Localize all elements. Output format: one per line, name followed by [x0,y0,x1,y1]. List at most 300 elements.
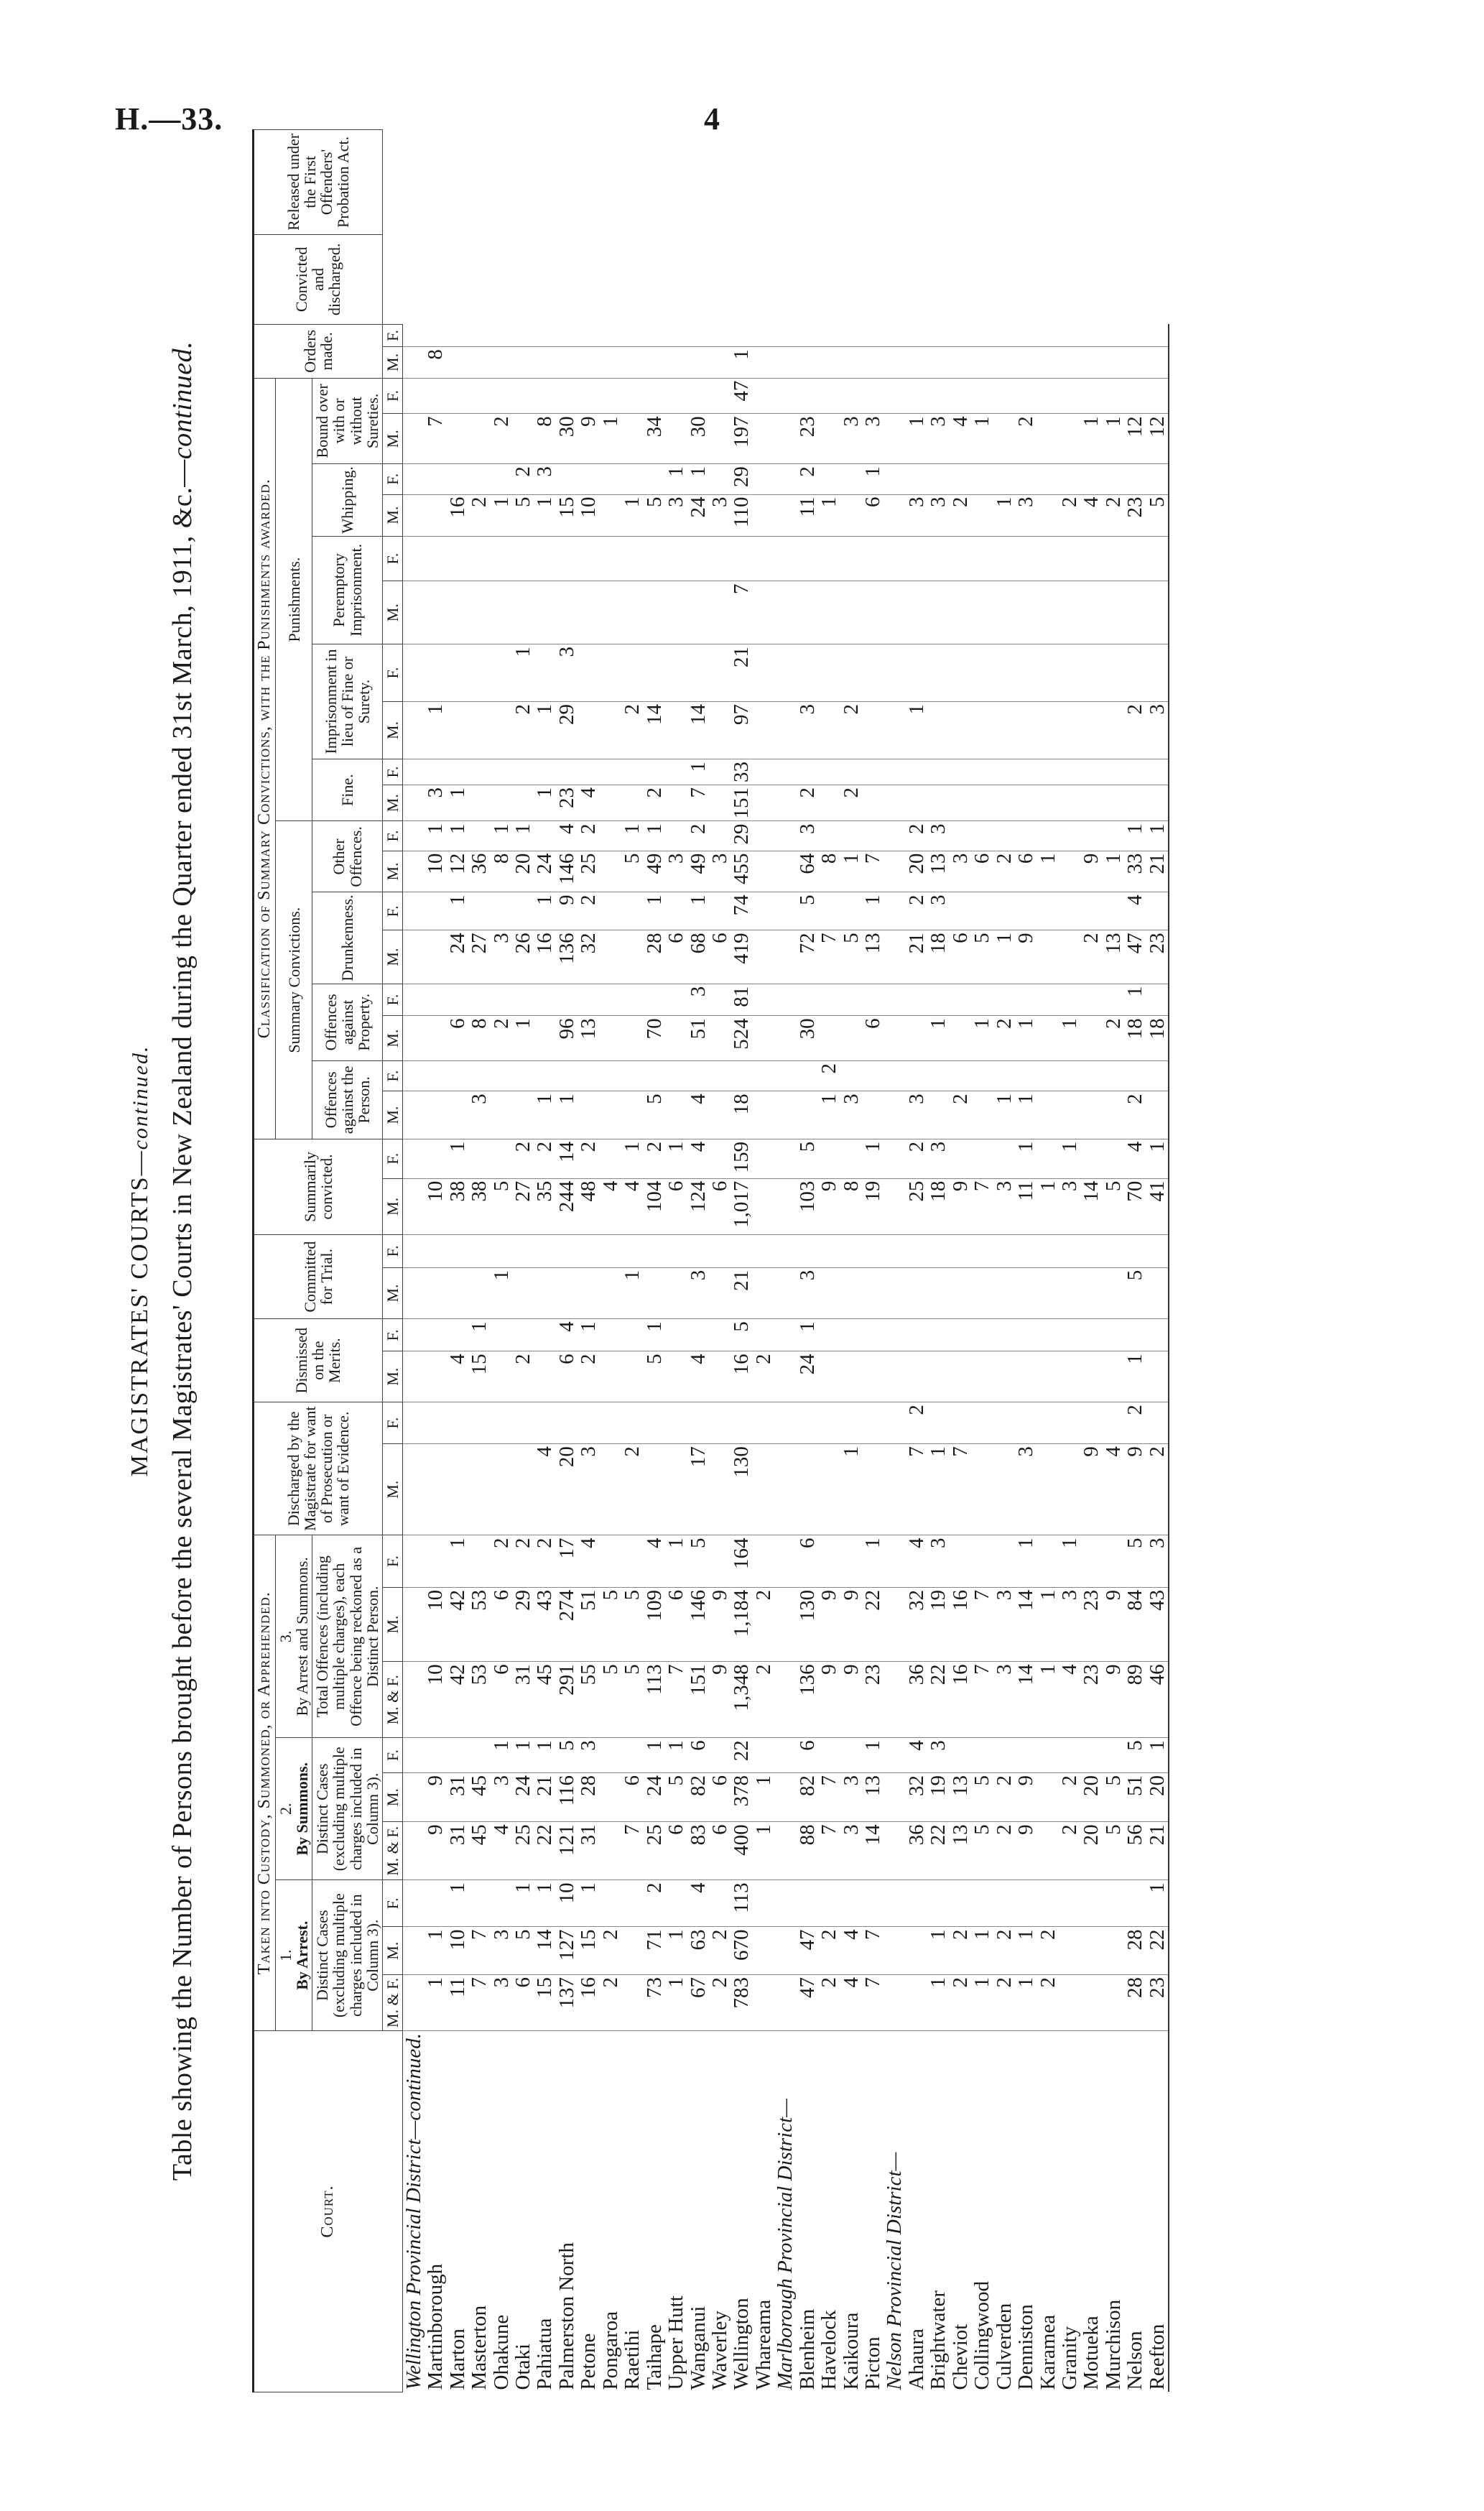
empty-cell [402,759,425,785]
table-cell [621,1235,643,1268]
table-cell [950,1738,971,1773]
table-cell: 1 [556,1091,578,1139]
table-cell [906,1016,927,1061]
table-cell: 5 [621,851,643,892]
table-cell [1146,378,1169,414]
table-cell: 23 [862,1662,884,1738]
table-cell [468,1060,490,1091]
table-cell [665,821,687,851]
table-cell [971,1444,993,1535]
table-cell: 2 [491,1535,512,1587]
table-cell: 3 [906,1091,927,1139]
table-cell [578,644,599,702]
table-cell: 71 [644,1927,665,1975]
table-cell [709,1235,731,1268]
table-cell [491,1402,512,1444]
table-cell: 2 [840,785,862,821]
table-cell: 3 [534,464,555,494]
empty-cell [402,1351,425,1402]
table-cell [621,464,643,494]
table-cell: 43 [534,1587,555,1662]
table-cell [1146,1319,1169,1351]
table-cell [1015,581,1037,644]
table-cell [927,536,949,581]
table-cell [993,1319,1015,1351]
table-cell: 1 [512,644,534,702]
table-cell [621,378,643,414]
table-cell: 6 [491,1662,512,1738]
table-cell [709,1319,731,1351]
table-cell: 3 [1059,1587,1080,1662]
table-cell [840,1139,862,1178]
table-cell: 3 [927,892,949,930]
table-cell [687,581,709,644]
table-cell: 2 [687,821,709,851]
table-cell [906,1974,927,2030]
table-cell [971,494,993,536]
sex-header-18: F. [382,1060,402,1091]
table-cell [906,1060,927,1091]
table-cell: 2 [993,851,1015,892]
table-cell: 2 [1124,1091,1146,1139]
table-cell: 21 [534,1772,555,1821]
table-cell [971,324,993,346]
table-cell [1037,1535,1059,1587]
table-cell [534,1351,555,1402]
table-cell: 1 [731,347,752,379]
table-cell: 25 [906,1178,927,1234]
court-name: Upper Hutt [664,2295,688,2390]
table-cell: 1 [621,821,643,851]
table-cell: 42 [447,1662,468,1738]
table-cell [709,581,731,644]
table-cell [578,536,599,581]
empty-cell [402,1091,425,1139]
table-cell [709,1139,731,1178]
sex-header-14: F. [382,1235,402,1268]
table-cell [993,1351,1015,1402]
table-row [447,130,468,2392]
empty-cell [774,1927,796,1975]
table-cell: 8 [468,1016,490,1061]
table-cell: 43 [1146,1587,1169,1662]
empty-cell [774,581,796,644]
empty-cell [774,1587,796,1662]
table-cell: 159 [731,1139,752,1178]
table-cell [1059,1880,1080,1927]
table-cell [600,701,621,759]
empty-cell [774,1016,796,1061]
table-row [797,130,818,2392]
table-cell [556,536,578,581]
table-cell: 14 [687,701,709,759]
table-cell [621,1974,643,2030]
table-cell: 1 [971,1927,993,1975]
table-cell [818,378,840,414]
table-cell [468,1402,490,1444]
table-cell [1037,701,1059,759]
table-cell: 11 [797,494,818,536]
table-cell: 9 [1080,1444,1102,1535]
empty-cell [402,1060,425,1091]
table-cell: 38 [447,1178,468,1234]
table-cell [1037,1444,1059,1535]
table-cell [512,324,534,346]
table-cell: 4 [687,1880,709,1927]
table-cell [1124,378,1146,414]
table-cell: 130 [731,1444,752,1535]
table-cell [512,759,534,785]
table-cell: 14 [862,1822,884,1880]
table-cell: 21 [731,1267,752,1319]
table-cell: 3 [1015,494,1037,536]
table-cell: 51 [578,1587,599,1662]
table-cell [600,892,621,930]
table-cell [534,1402,555,1444]
table-cell: 2 [578,821,599,851]
col2-number: 2. [277,1803,295,1816]
empty-cell [884,1139,905,1178]
table-cell [1059,892,1080,930]
table-title-text: Table showing the Number of Persons brought before the several Magistrates' Courts in New Zealand during the Quarter ended 31st March, 1911, &c.— [167,459,198,2181]
empty-cell [402,581,425,644]
table-cell: 3 [927,1139,949,1178]
table-cell [840,324,862,346]
table-cell [993,644,1015,702]
empty-cell [884,581,905,644]
empty-cell [884,536,905,581]
table-cell [1080,1235,1102,1268]
table-cell [797,536,818,581]
table-cell: 1 [840,1444,862,1535]
table-cell [1103,785,1124,821]
table-cell [644,984,665,1016]
titles [126,129,249,2392]
header-classification: Classification of Summary Convictions, with the Punishments awarded. [254,378,276,1139]
table-cell: 1 [425,1927,446,1975]
table-cell [425,1444,446,1535]
table-cell [534,759,555,785]
table-cell: 6 [709,1178,731,1234]
table-cell: 45 [468,1772,490,1821]
table-cell [1059,1319,1080,1351]
table-cell: 24 [512,1772,534,1821]
table-cell [1015,1267,1037,1319]
header-offences-property: Offences against Property. [312,984,382,1060]
table-cell [753,378,774,414]
table-cell [840,1267,862,1319]
table-cell [818,536,840,581]
table-cell [818,1738,840,1773]
header-convicted-discharged: Convicted and discharged. [254,234,383,324]
table-cell [753,414,774,464]
table-cell: 1 [1059,1535,1080,1587]
empty-cell [402,892,425,930]
header-col1 [276,1880,312,2031]
table-cell [1080,821,1102,851]
table-cell [709,464,731,494]
table-cell: 4 [687,1351,709,1402]
table-cell [425,324,446,346]
table-cell: 33 [1124,851,1146,892]
table-cell: 3 [1059,1178,1080,1234]
table-cell: 35 [534,1178,555,1234]
table-cell [512,414,534,464]
table-cell [556,984,578,1016]
table-cell [1059,821,1080,851]
table-cell [1124,464,1146,494]
table-cell [1059,644,1080,702]
table-cell [753,536,774,581]
table-cell [927,984,949,1016]
table-cell [621,1535,643,1587]
table-cell [927,378,949,414]
table-cell: 4 [1103,1444,1124,1535]
table-cell: 25 [512,1822,534,1880]
table-cell [971,581,993,644]
court-name: Wanganui [686,2306,710,2390]
table-cell [687,536,709,581]
table-cell: 1 [1015,1016,1037,1061]
table-cell: 8 [840,1178,862,1234]
table-cell: 5 [971,930,993,984]
table-cell: 2 [906,1402,927,1444]
table-cell [1103,1402,1124,1444]
table-cell: 1 [1015,1091,1037,1139]
table-cell [425,1060,446,1091]
table-cell [753,1738,774,1773]
table-cell: 4 [840,1974,862,2030]
empty-cell [884,851,905,892]
table-cell: 96 [556,1016,578,1061]
table-cell [797,581,818,644]
table-cell: 4 [556,821,578,851]
empty-cell [884,1402,905,1444]
rotated-table-area [126,129,1348,2392]
table-cell: 2 [1059,1772,1080,1821]
header-released-probation: Released under the First Offenders' Probation Act. [254,130,383,235]
table-cell [753,785,774,821]
table-cell [1037,930,1059,984]
table-cell [665,347,687,379]
table-cell [1103,464,1124,494]
table-cell [1124,759,1146,785]
table-cell [950,464,971,494]
table-cell: 36 [906,1822,927,1880]
table-cell [665,644,687,702]
empty-cell [884,1535,905,1587]
table-cell [468,984,490,1016]
table-cell [1015,324,1037,346]
table-cell [950,821,971,851]
table-cell [1103,701,1124,759]
table-row [621,130,643,2392]
table-cell: 9 [1080,851,1102,892]
table-cell [1059,536,1080,581]
table-cell [753,1402,774,1444]
table-cell [993,1880,1015,1927]
table-cell [1124,324,1146,346]
table-cell [927,759,949,785]
table-cell [1080,1927,1102,1975]
empty-cell [884,378,905,414]
table-cell [600,984,621,1016]
table-cell: 1 [621,1139,643,1178]
empty-cell [884,785,905,821]
table-cell [621,644,643,702]
empty-cell [884,821,905,851]
header-committed: Committed for Trial. [254,1235,383,1319]
empty-cell [884,1016,905,1061]
header-drunkenness: Drunkenness. [312,892,382,984]
table-cell [927,1235,949,1268]
table-cell: 400 [731,1822,752,1880]
table-row [993,130,1015,2392]
table-cell: 9 [840,1662,862,1738]
table-title [167,129,198,2392]
empty-cell [774,1974,796,2030]
table-cell: 1 [1059,1016,1080,1061]
sex-header-10: F. [382,1402,402,1444]
table-row [906,130,927,2392]
table-cell [687,1319,709,1351]
table-cell [1103,892,1124,930]
table-cell: 2 [512,464,534,494]
empty-cell [402,930,425,984]
court-name: Taihape [642,2324,666,2390]
table-cell [491,1235,512,1268]
table-cell [425,378,446,414]
table-cell: 7 [468,1927,490,1975]
table-cell: 83 [687,1822,709,1880]
table-cell [906,378,927,414]
table-cell: 1 [753,1822,774,1880]
table-cell: 8 [818,851,840,892]
table-cell: 21 [906,930,927,984]
table-cell [1080,1319,1102,1351]
table-cell [1059,1402,1080,1444]
page-number: 4 [704,101,720,137]
table-cell [1103,1319,1124,1351]
table-cell [665,1319,687,1351]
table-cell [1015,1351,1037,1402]
table-cell: 18 [731,1091,752,1139]
table-cell [818,581,840,644]
table-cell [971,347,993,379]
table-cell [840,1060,862,1091]
table-cell: 1 [1037,1178,1059,1234]
table-row [491,130,512,2392]
table-cell [665,984,687,1016]
table-cell: 2 [644,1880,665,1927]
table-cell [578,324,599,346]
table-cell: 4 [1124,892,1146,930]
sex-header-23: M. [382,851,402,892]
table-cell: 244 [556,1178,578,1234]
table-cell [862,1351,884,1402]
table-cell: 5 [840,930,862,984]
table-cell: 1 [862,1535,884,1587]
table-cell [950,785,971,821]
table-cell: 3 [687,984,709,1016]
table-cell [1124,581,1146,644]
table-cell: 1 [927,1974,949,2030]
col3-number: 3. [277,1630,295,1643]
table-cell: 1 [447,1139,468,1178]
table-cell [1037,1091,1059,1139]
table-cell: 7 [971,1587,993,1662]
table-cell: 104 [644,1178,665,1234]
table-cell: 136 [797,1662,818,1738]
table-cell [600,1880,621,1927]
table-cell: 3 [491,1772,512,1821]
table-row [1146,130,1169,2392]
table-cell: 3 [1146,1535,1169,1587]
table-cell: 5 [1124,1738,1146,1773]
table-cell [447,347,468,379]
table-cell: 1 [1037,1587,1059,1662]
table-cell [621,1060,643,1091]
table-cell: 20 [1080,1822,1102,1880]
table-cell [1146,984,1169,1016]
table-cell [644,536,665,581]
table-cell [818,1444,840,1535]
table-cell [709,984,731,1016]
table-cell: 32 [578,930,599,984]
table-cell [753,1091,774,1139]
table-cell: 34 [644,414,665,464]
table-cell: 7 [862,1974,884,2030]
table-cell: 1 [534,1738,555,1773]
table-cell [491,347,512,379]
empty-cell [884,1927,905,1975]
table-cell: 11 [447,1974,468,2030]
table-cell: 137 [556,1974,578,2030]
table-row [950,130,971,2392]
empty-cell [402,378,425,414]
table-cell [840,1880,862,1927]
table-cell: 2 [512,1139,534,1178]
table-cell [1103,821,1124,851]
table-cell [512,892,534,930]
empty-cell [884,414,905,464]
table-cell: 124 [687,1178,709,1234]
empty-cell [402,1822,425,1880]
empty-cell [884,644,905,702]
table-cell [950,324,971,346]
table-cell [468,1235,490,1268]
table-cell [797,759,818,785]
table-cell: 22 [534,1822,555,1880]
section-row [884,130,905,2392]
table-cell: 1 [1103,414,1124,464]
table-cell [1059,1444,1080,1535]
empty-cell [402,1927,425,1975]
table-cell [840,464,862,494]
table-cell: 3 [578,1738,599,1773]
table-cell [534,378,555,414]
table-cell: 55 [578,1662,599,1738]
empty-cell [884,1267,905,1319]
table-cell: 3 [993,1178,1015,1234]
table-cell [425,581,446,644]
empty-cell [402,1772,425,1821]
table-cell [1037,1822,1059,1880]
table-cell [971,1535,993,1587]
table-cell: 1 [665,1974,687,2030]
table-cell [644,378,665,414]
table-cell [1103,324,1124,346]
